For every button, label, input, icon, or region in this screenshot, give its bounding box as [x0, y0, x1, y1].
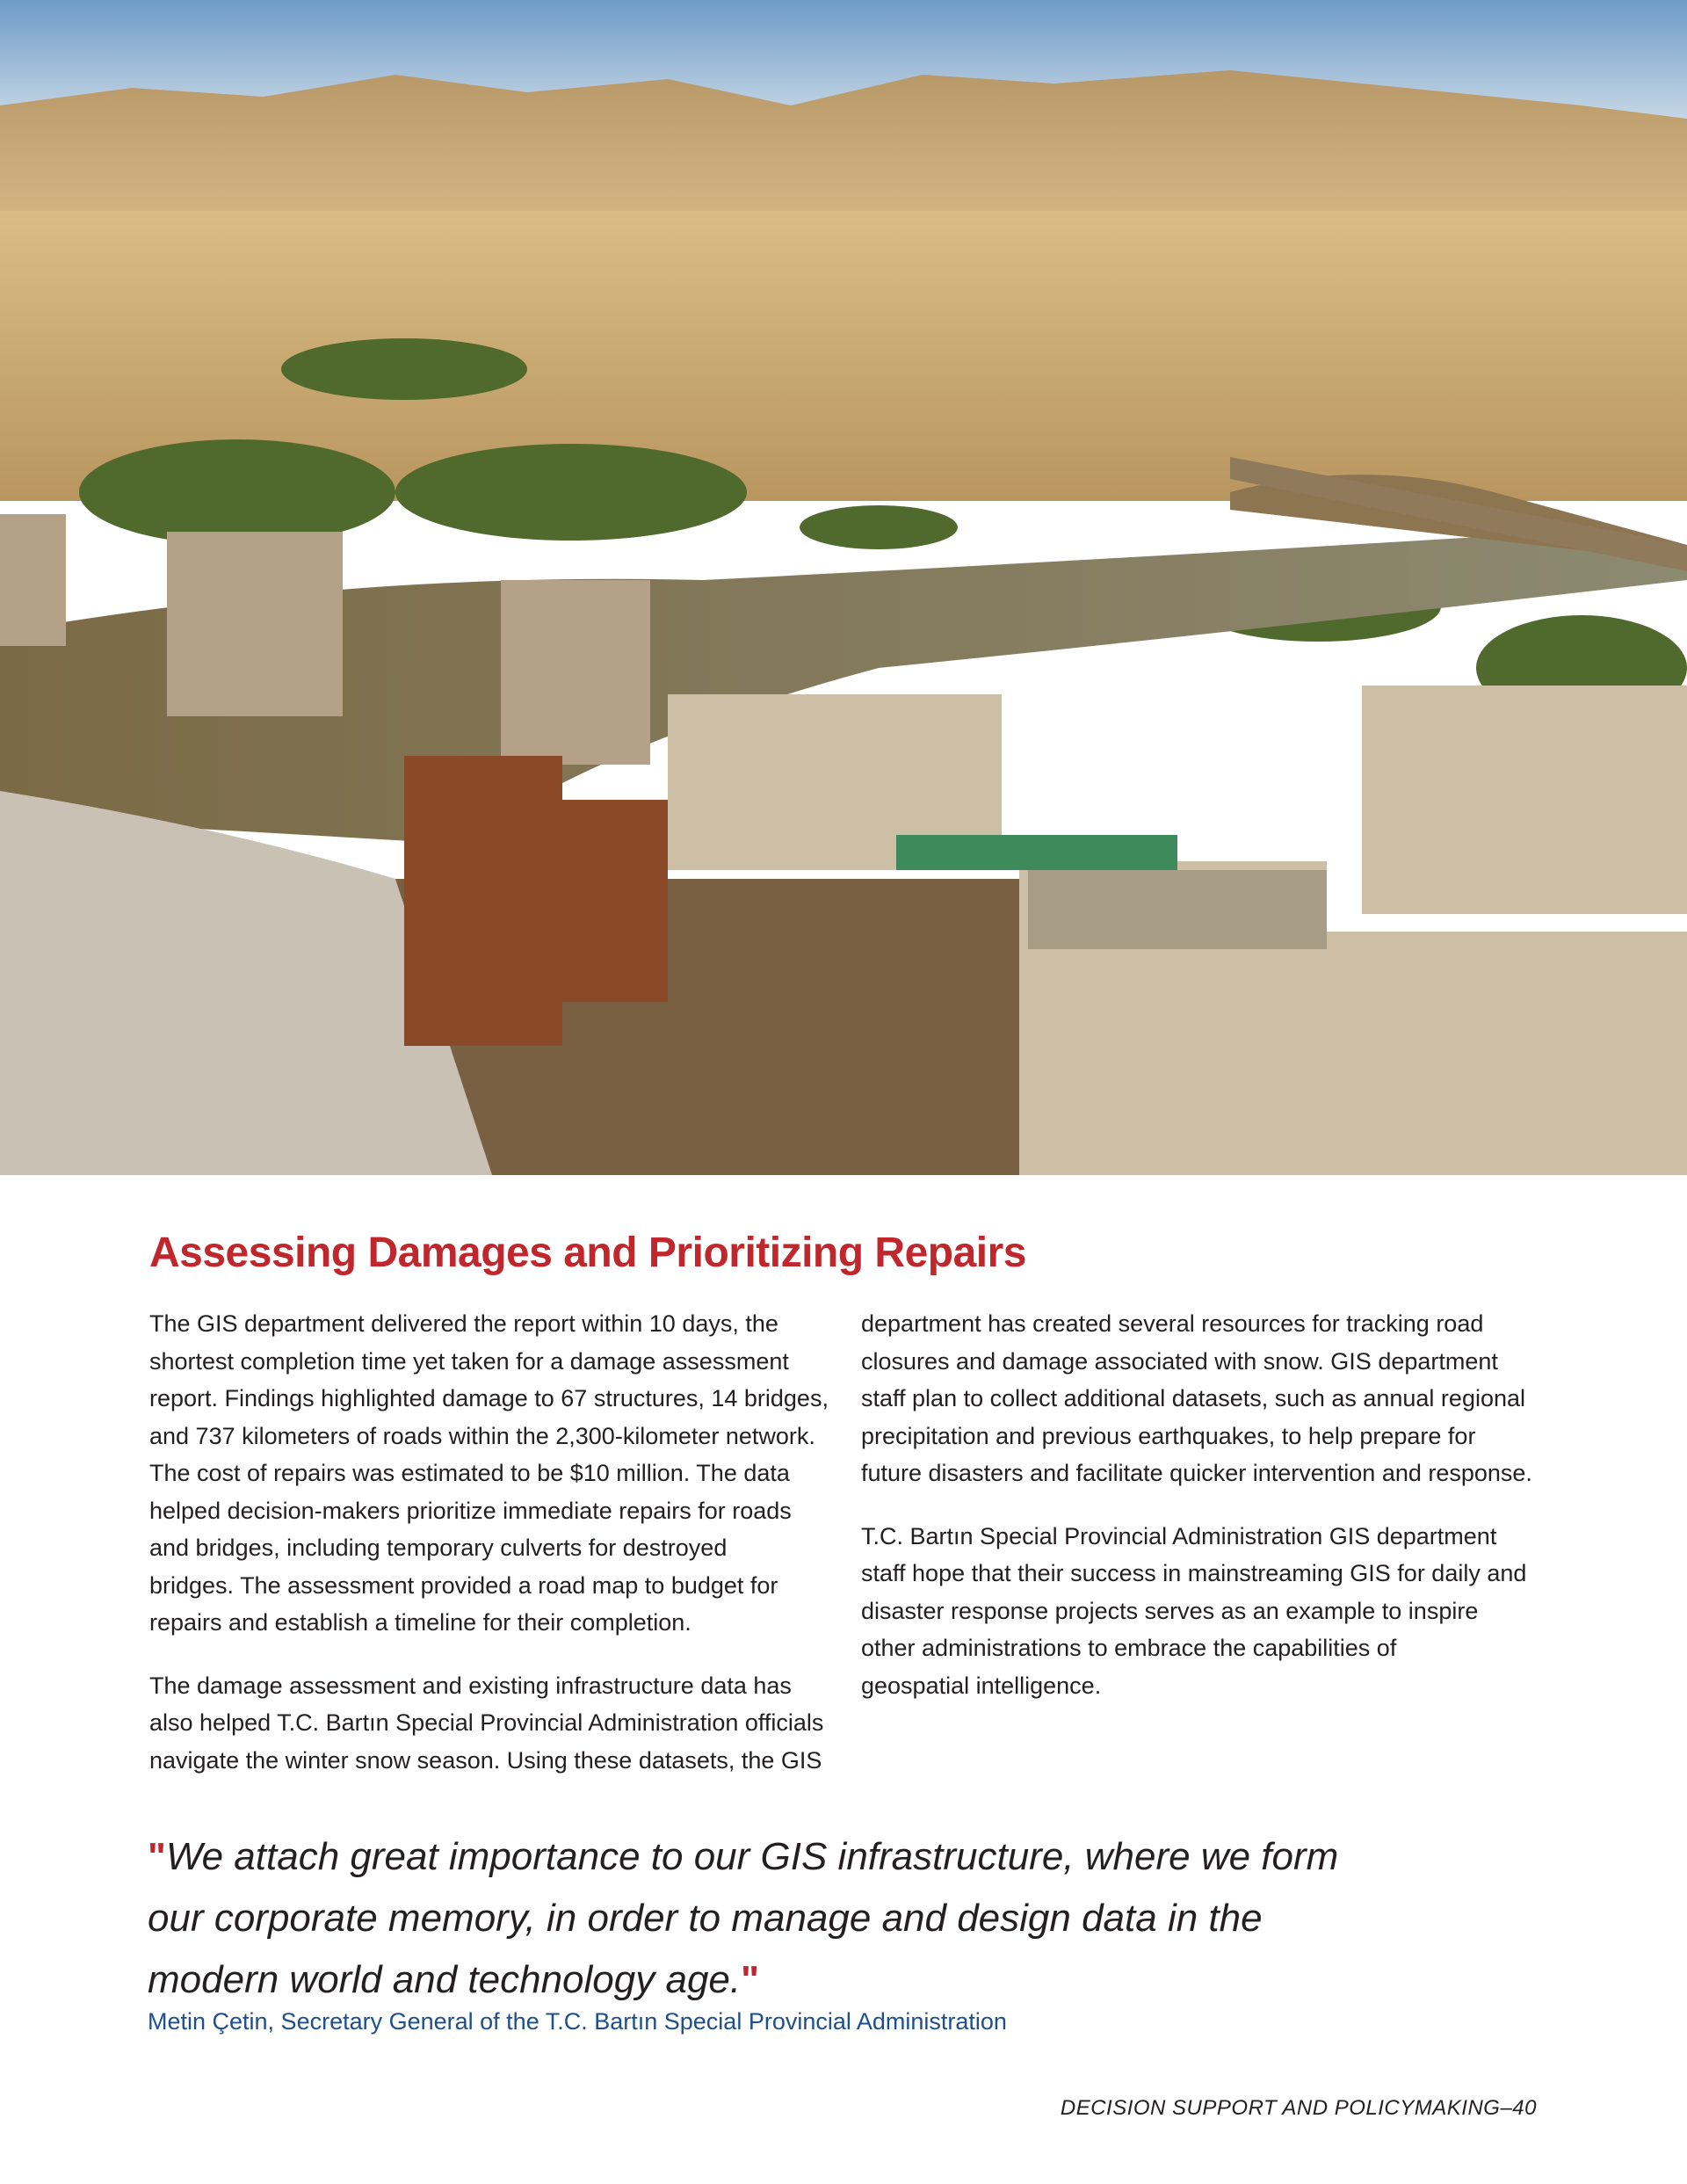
quote-line — [148, 1826, 1338, 1888]
paragraph-line: other administrations to embrace the capabilities of — [861, 1635, 1397, 1661]
paragraph-line: The GIS department delivered the report within 10 days, the — [149, 1310, 778, 1337]
paragraph-line: future disasters and facilitate quicker intervention and response. — [861, 1460, 1532, 1486]
quote-text: modern world and technology age. — [148, 1958, 742, 2001]
paragraph-line: department has created several resources for tracking road — [861, 1310, 1484, 1337]
paragraph-line: also helped T.C. Bartın Special Provincial Administration officials — [149, 1709, 824, 1736]
paragraph-line: and 737 kilometers of roads within the 2,300-kilometer network. — [149, 1422, 815, 1449]
body-column-right — [861, 1305, 1546, 1730]
paragraph-line: navigate the winter snow season. Using these datasets, the GIS — [149, 1746, 822, 1774]
quote-text: We attach great importance to our GIS infrastructure, where we form — [165, 1835, 1339, 1878]
paragraph-line: The damage assessment and existing infrastructure data has — [149, 1672, 792, 1699]
paragraph-line: staff hope that their success in mainstreaming GIS for daily and — [861, 1560, 1527, 1586]
page-footer: DECISION SUPPORT AND POLICYMAKING–40 — [1060, 2096, 1537, 2120]
pull-quote — [148, 1826, 1338, 2011]
paragraph-line: closures and damage associated with snow. GIS department — [861, 1347, 1498, 1375]
quote-text: our corporate memory, in order to manage and design data in the — [148, 1897, 1263, 1940]
close-quote-mark: " — [741, 1958, 759, 2001]
quote-line — [148, 1888, 1338, 1949]
paragraph-line: disaster response projects serves as an example to inspire — [861, 1597, 1479, 1624]
paragraph-line: The cost of repairs was estimated to be $10 million. The data — [149, 1460, 790, 1486]
paragraph-line: and bridges, including temporary culverts for destroyed — [149, 1535, 728, 1561]
paragraph-line: geospatial intelligence. — [861, 1672, 1102, 1699]
paragraph — [861, 1305, 1546, 1492]
paragraph — [149, 1667, 835, 1780]
section-heading: Assessing Damages and Prioritizing Repairs — [149, 1230, 1026, 1276]
paragraph-line: helped decision-makers prioritize immediate repairs for roads — [149, 1497, 792, 1524]
paragraph-line: staff plan to collect additional datasets, such as annual regional — [861, 1385, 1525, 1411]
paragraph-line: T.C. Bartın Special Provincial Administration GIS department — [861, 1522, 1497, 1549]
body-column-left — [149, 1305, 835, 1804]
quote-attribution: Metin Çetin, Secretary General of the T.C. Bartın Special Provincial Administration — [148, 2008, 1007, 2035]
open-quote-mark: " — [148, 1835, 166, 1878]
paragraph — [149, 1305, 835, 1642]
paragraph-line: report. Findings highlighted damage to 67 structures, 14 bridges, — [149, 1385, 829, 1411]
paragraph-line: precipitation and previous earthquakes, to help prepare for — [861, 1422, 1476, 1449]
paragraph-line: shortest completion time yet taken for a damage assessment — [149, 1347, 789, 1375]
quote-line — [148, 1949, 1338, 2011]
paragraph — [861, 1518, 1546, 1705]
paragraph-line: bridges. The assessment provided a road map to budget for — [149, 1571, 778, 1599]
paragraph-line: repairs and establish a timeline for their completion. — [149, 1609, 691, 1636]
